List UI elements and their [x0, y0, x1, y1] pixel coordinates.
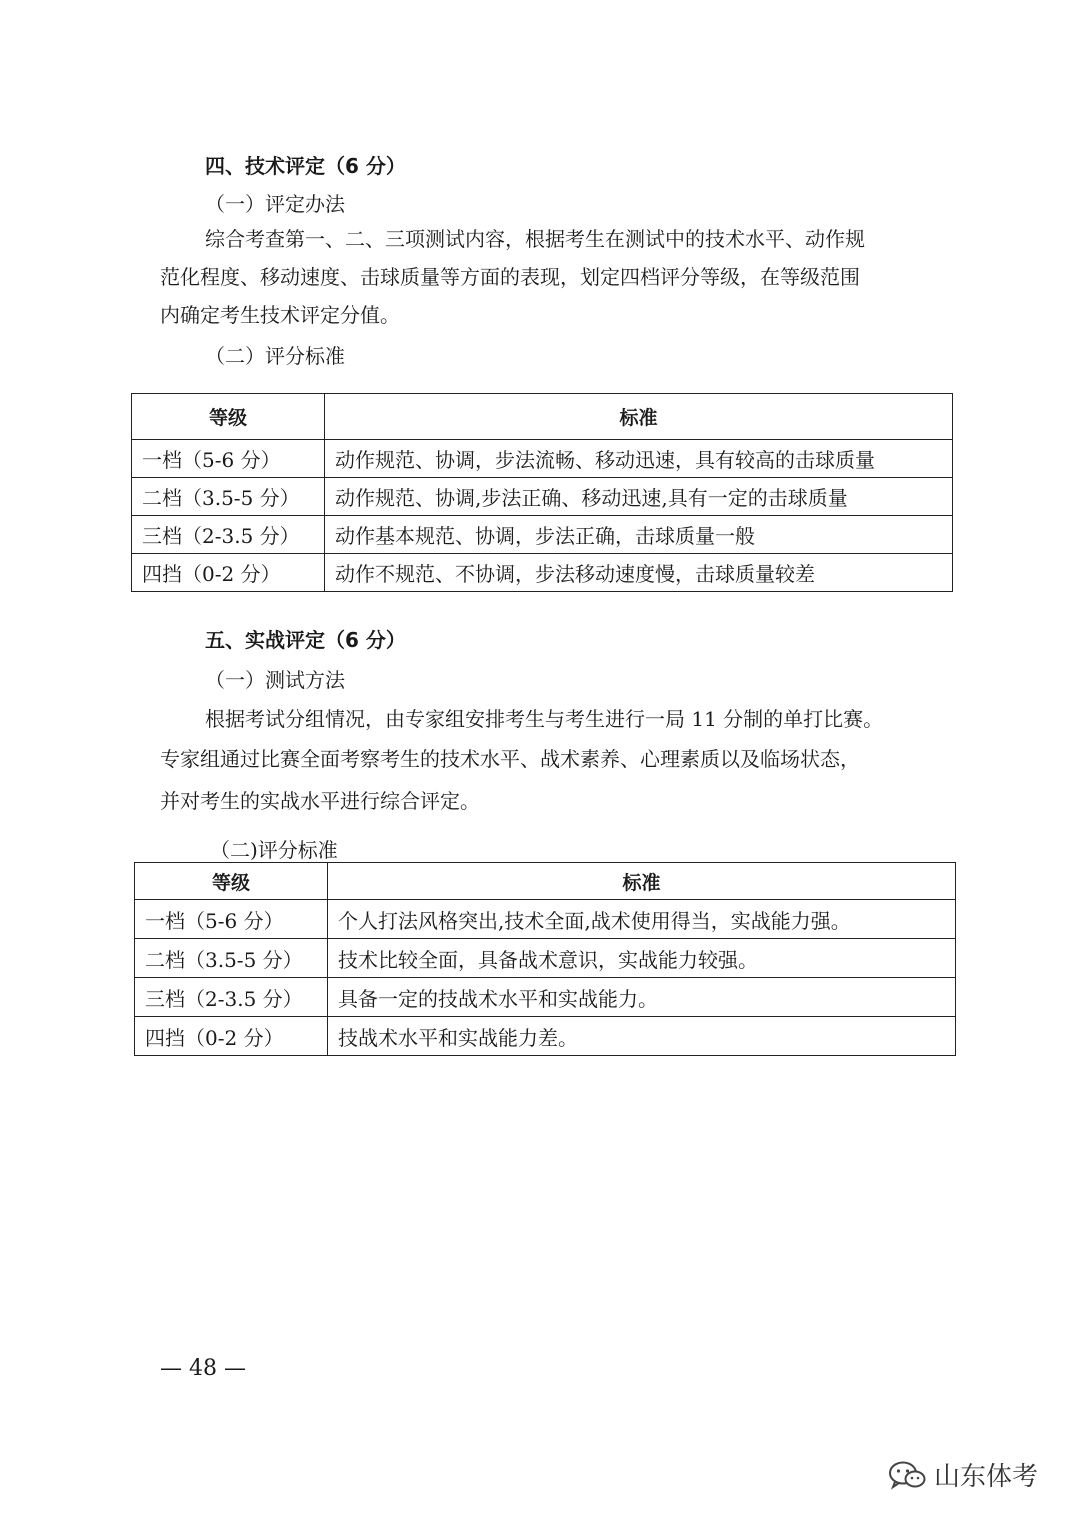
table-row — [132, 478, 953, 516]
section5-sub2: （二)评分标准 — [210, 838, 338, 862]
section4-sub1: （一）评定办法 — [205, 192, 345, 216]
wechat-icon — [888, 1460, 926, 1490]
table-header-standard: 标准 — [325, 394, 953, 440]
table-cell-grade: 一档（5-6 分） — [132, 440, 325, 478]
table-cell-grade: 二档（3.5-5 分） — [132, 478, 325, 516]
table-row — [135, 1017, 956, 1056]
page-number: — 48 — — [160, 1356, 246, 1381]
section4-sub2: （二）评分标准 — [205, 344, 345, 368]
table-row — [135, 978, 956, 1017]
table-cell-standard: 个人打法风格突出,技术全面,战术使用得当，实战能力强。 — [328, 900, 956, 939]
section5-title: 五、实战评定（6 分） — [205, 628, 406, 652]
section4-para-line2: 范化程度、移动速度、击球质量等方面的表现，划定四档评分等级，在等级范围 — [160, 265, 860, 289]
table-row — [132, 554, 953, 592]
table-cell-grade: 三档（2-3.5 分） — [135, 978, 328, 1017]
watermark-text: 山东体考 — [934, 1462, 1039, 1492]
table-header-grade: 等级 — [135, 863, 328, 900]
section5-sub1: （一）测试方法 — [205, 668, 345, 692]
table-header-row — [132, 394, 953, 440]
grading-table-match — [134, 862, 956, 1056]
section4-para-line3: 内确定考生技术评定分值。 — [160, 303, 400, 327]
table-header-row — [135, 863, 956, 900]
table-cell-standard: 动作规范、协调,步法正确、移动迅速,具有一定的击球质量 — [325, 478, 953, 516]
section5-para-line2: 专家组通过比赛全面考察考生的技术水平、战术素养、心理素质以及临场状态， — [160, 747, 860, 771]
table-row — [135, 900, 956, 939]
table-cell-grade: 三档（2-3.5 分） — [132, 516, 325, 554]
table-cell-standard: 技战术水平和实战能力差。 — [328, 1017, 956, 1056]
table-cell-standard: 动作规范、协调，步法流畅、移动迅速，具有较高的击球质量 — [325, 440, 953, 478]
grading-table-technique — [131, 393, 953, 592]
section4-title: 四、技术评定（6 分） — [205, 154, 406, 178]
table-cell-grade: 二档（3.5-5 分） — [135, 939, 328, 978]
table-row — [132, 516, 953, 554]
section4-para-line1: 综合考查第一、二、三项测试内容，根据考生在测试中的技术水平、动作规 — [205, 227, 865, 251]
table-row — [132, 440, 953, 478]
section5-para-line1: 根据考试分组情况，由专家组安排考生与考生进行一局 11 分制的单打比赛。 — [205, 707, 884, 731]
table-header-standard: 标准 — [328, 863, 956, 900]
table-row — [135, 939, 956, 978]
table-header-grade: 等级 — [132, 394, 325, 440]
table-cell-grade: 四挡（0-2 分） — [132, 554, 325, 592]
section5-para-line3: 并对考生的实战水平进行综合评定。 — [160, 789, 480, 813]
table-cell-grade: 一档（5-6 分） — [135, 900, 328, 939]
table-cell-standard: 具备一定的技战术水平和实战能力。 — [328, 978, 956, 1017]
table-cell-standard: 技术比较全面，具备战术意识，实战能力较强。 — [328, 939, 956, 978]
table-cell-standard: 动作不规范、不协调，步法移动速度慢，击球质量较差 — [325, 554, 953, 592]
watermark — [888, 1456, 1038, 1493]
table-cell-standard: 动作基本规范、协调，步法正确，击球质量一般 — [325, 516, 953, 554]
table-cell-grade: 四挡（0-2 分） — [135, 1017, 328, 1056]
